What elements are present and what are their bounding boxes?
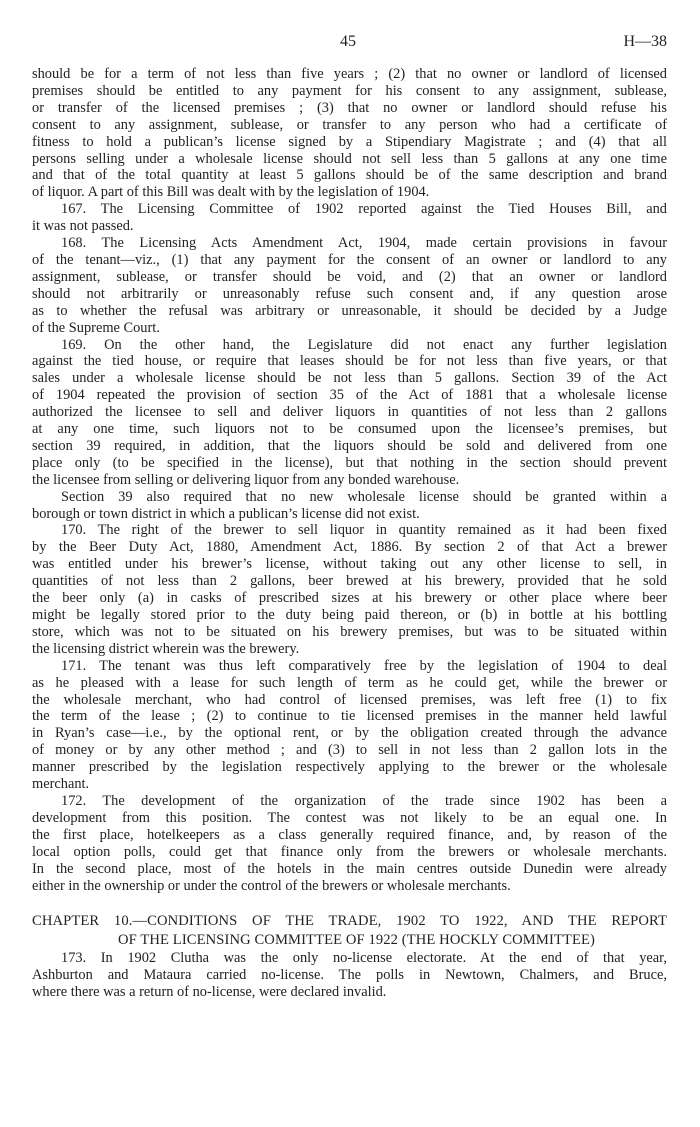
page-number: 45 (340, 33, 356, 50)
paragraph-line: section 39 required, in addition, that the liquors should be sold and delivered from one (32, 437, 667, 454)
paragraph-line: was entitled under his brewer’s license, without taking out any other license to sell, in (32, 556, 667, 573)
paragraph-line: should be for a term of not less than five years ; (2) that no owner or landlord of licensed (32, 66, 667, 82)
paragraph-line: 172. The development of the organization of the trade since 1902 has been a (61, 792, 667, 809)
paragraph-line: by the Beer Duty Act, 1880, Amendment Act, 1886. By section 2 of that Act a brewer (32, 539, 667, 556)
chapter-heading-line-2: OF THE LICENSING COMMITTEE OF 1922 (THE HOCKLY COMMITTEE) (118, 932, 595, 949)
paragraph-line: the licensing district wherein was the brewery. (32, 640, 300, 657)
paragraph-line: 170. The right of the brewer to sell liquor in quantity remained as it had been fixed (61, 522, 667, 539)
paragraph-line: of liquor. A part of this Bill was dealt with by the legislation of 1904. (32, 184, 430, 201)
paragraph-line: borough or town district in which a publican’s license did not exist. (32, 505, 420, 522)
paragraph-line: should not arbitrarily or unreasonably refuse such consent and, if any question arose (32, 285, 667, 302)
paragraph-line: authorized the licensee to sell and deliver liquors in quantities of not less than 2 gallons (32, 404, 667, 421)
paragraph-line: manner prescribed by the legislation respectively applying to the brewer or the wholesale (32, 759, 667, 776)
paragraph-line: it was not passed. (32, 218, 134, 235)
paragraph-line: either in the ownership or under the control of the brewers or wholesale merchants. (32, 877, 511, 894)
paragraph-line: the first place, hotelkeepers as a class generally required finance, and, by reason of the (32, 826, 667, 843)
paragraph-line: in Ryan’s case—i.e., by the optional rent, or by the obligation created through the advance (32, 725, 667, 742)
paragraph-line: 173. In 1902 Clutha was the only no-license electorate. At the end of that year, (61, 950, 667, 967)
paragraph-line: local option polls, could get that finance only from the brewers or wholesale merchants. (32, 843, 667, 860)
chapter-heading (32, 912, 667, 950)
paragraph-line: 168. The Licensing Acts Amendment Act, 1904, made certain provisions in favour (61, 235, 667, 252)
paragraph-line: the wholesale merchant, who had control of licensed premises, was left free (1) to fix (32, 691, 667, 708)
paragraph-line: Section 39 also required that no new wholesale license should be granted within a (61, 488, 667, 505)
paragraph-line: place only (to be specified in the license), but that nothing in the section should prevent (32, 454, 667, 471)
paragraph-line: premises should be entitled to any payment for his consent to any assignment, sublease, (32, 82, 667, 99)
chapter-heading-line-1: CHAPTER 10.—CONDITIONS OF THE TRADE, 1902 TO 1922, AND THE REPORT (32, 913, 667, 930)
paragraph-line: development from this position. The contest was not likely to be an equal one. In (32, 809, 667, 826)
paragraph-line: consent to any assignment, sublease, or transfer to any person who had a certificate of (32, 116, 667, 133)
paragraph-line: merchant. (32, 776, 90, 793)
paragraph-line: at any one time, such liquors not to be consumed upon the licensee’s premises, but (32, 421, 667, 438)
paragraph-line: the beer only (a) in casks of prescribed sizes at his brewery or other place where beer (32, 590, 667, 607)
paragraph-line: the licensee from selling or delivering liquor from any bonded warehouse. (32, 471, 460, 488)
body-text (32, 66, 667, 894)
paragraph-line: fitness to hold a publican’s license signed by a Stipendiary Magistrate ; and (4) that all (32, 133, 667, 150)
paragraph-line: In the second place, most of the hotels in the main centres outside Dunedin were already (32, 860, 667, 877)
paragraph-line: the term of the lease ; (2) to continue to tie licensed premises in the manner held lawful (32, 708, 667, 725)
paragraph-line: or transfer of the licensed premises ; (3) that no owner or landlord should refuse his (32, 99, 667, 116)
chapter-body-text (32, 950, 667, 1001)
paragraph-line: of the tenant—viz., (1) that any payment for the consent of an owner or landlord to any (32, 251, 667, 268)
paragraph-line: persons selling under a wholesale license should not sell less than 5 gallons at any one time (32, 150, 667, 167)
paragraph-line: against the tied house, or require that leases should be for not less than five years, or that (32, 353, 667, 370)
paragraph-line: of money or by any other method ; and (3) to sell in not less than 2 gallon lots in the (32, 742, 667, 759)
paragraph-line: of 1904 repeated the provision of section 35 of the Act of 1881 that a wholesale license (32, 387, 667, 404)
paragraph-line: might be legally stored prior to the duty being paid thereon, or (b) in bottle at his bottling (32, 607, 667, 623)
paragraph-line: 171. The tenant was thus left comparatively free by the legislation of 1904 to deal (61, 657, 667, 674)
paper-reference: H—38 (623, 33, 667, 50)
paragraph-line: 169. On the other hand, the Legislature did not enact any further legislation (61, 336, 667, 353)
paragraph-line: as to whether the refusal was arbitrary or unreasonable, it should be decided by a Judge (32, 302, 667, 319)
paragraph-line: as he pleased with a lease for such length of term as he could get, while the brewer or (32, 674, 667, 691)
paragraph-line: of the Supreme Court. (32, 319, 160, 336)
paragraph-line: store, which was not to be situated on his brewery premises, but was to be situated within (32, 623, 667, 640)
paragraph-line: sales under a wholesale license should be not less than 5 gallons. Section 39 of the Act (32, 370, 667, 387)
paragraph-line: 167. The Licensing Committee of 1902 reported against the Tied Houses Bill, and (61, 201, 667, 218)
paragraph-line: and that of the total quantity at least 5 gallons should be of the same description and brand (32, 167, 667, 184)
paragraph-line: quantities of not less than 2 gallons, beer brewed at his brewery, provided that he sold (32, 573, 667, 590)
paragraph-line: assignment, sublease, or transfer should be void, and (2) that an owner or landlord (32, 268, 667, 285)
paragraph-line: Ashburton and Mataura carried no-license. The polls in Newtown, Chalmers, and Bruce, (32, 967, 667, 984)
paragraph-line: where there was a return of no-license, were declared invalid. (32, 984, 387, 1001)
page-header (32, 30, 667, 66)
